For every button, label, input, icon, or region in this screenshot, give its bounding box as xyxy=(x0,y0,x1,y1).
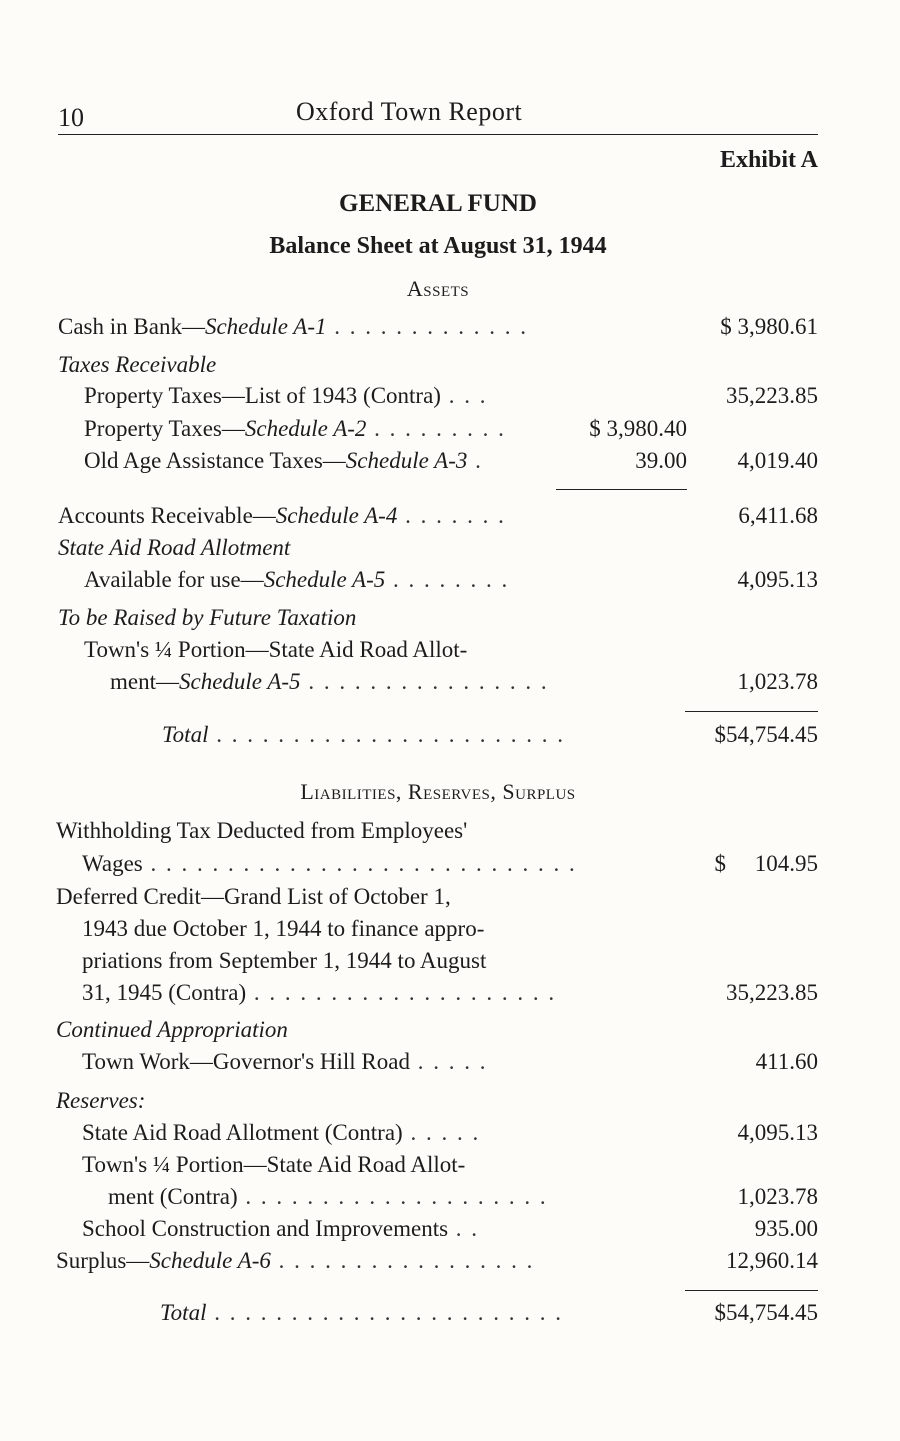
property-1943-label: Property Taxes—List of 1943 (Contra) . . . xyxy=(84,383,488,408)
continued-heading-row xyxy=(0,1017,900,1049)
accounts-amount: 6,411.68 xyxy=(738,503,818,528)
liabilities-total-row xyxy=(0,1300,900,1332)
deferred-line3 xyxy=(0,948,900,980)
surplus-label: Surplus—Schedule A-6 . . . . . . . . . . . . . . . . . xyxy=(56,1248,535,1273)
accounts-row xyxy=(0,503,900,535)
balance-sheet-subtitle: Balance Sheet at August 31, 1944 xyxy=(269,233,607,259)
assets-total-amount: $54,754.45 xyxy=(714,722,818,747)
old-age-subamount: 39.00 xyxy=(635,448,687,473)
state-aid-reserve-amount: 4,095.13 xyxy=(737,1120,818,1145)
town-work-amount: 411.60 xyxy=(755,1049,818,1074)
reserve-towns-line2 xyxy=(0,1184,900,1216)
future-taxation-heading: To be Raised by Future Taxation xyxy=(58,605,357,630)
town-work-label: Town Work—Governor's Hill Road . . . . . xyxy=(82,1049,488,1074)
deferred-label-2: 1943 due October 1, 1944 to finance appro- xyxy=(82,916,485,941)
old-age-row xyxy=(0,448,900,480)
towns-portion-amount: 1,023.78 xyxy=(737,669,818,694)
property-a2-row xyxy=(0,416,900,448)
school-label: School Construction and Improvements . . xyxy=(82,1216,480,1241)
state-aid-reserve-row xyxy=(0,1120,900,1152)
reserve-towns-line1 xyxy=(0,1152,900,1184)
towns-portion-line1 xyxy=(0,637,900,669)
old-age-amount: 4,019.40 xyxy=(737,448,818,473)
surplus-amount: 12,960.14 xyxy=(726,1248,818,1273)
available-label: Available for use—Schedule A-5 . . . . . . . . xyxy=(84,567,510,592)
school-amount: 935.00 xyxy=(754,1216,818,1241)
reserves-heading: Reserves: xyxy=(56,1088,146,1113)
continued-appropriation-heading: Continued Appropriation xyxy=(56,1017,288,1042)
towns-portion-line2 xyxy=(0,669,900,701)
state-aid-heading-row xyxy=(0,535,900,567)
assets-total-row xyxy=(0,722,900,754)
accounts-label: Accounts Receivable—Schedule A-4 . . . . . . . xyxy=(58,503,506,528)
exhibit-label: Exhibit A xyxy=(719,147,818,173)
page-number: 10 xyxy=(58,103,84,132)
withholding-label-1: Withholding Tax Deducted from Employees' xyxy=(56,818,468,843)
property-1943-row xyxy=(0,383,900,415)
available-row xyxy=(0,567,900,599)
deferred-label-4: 31, 1945 (Contra) . . . . . . . . . . . . . . . . . . . . xyxy=(82,980,557,1005)
towns-portion-label-1: Town's ¼ Portion—State Aid Road Allot- xyxy=(84,637,468,662)
assets-heading: Assets xyxy=(406,276,470,301)
withholding-line1 xyxy=(0,818,900,850)
assets-total-rule xyxy=(685,711,818,712)
town-work-row xyxy=(0,1049,900,1081)
property-1943-amount: 35,223.85 xyxy=(726,383,818,408)
cash-row xyxy=(0,314,900,346)
reserves-heading-row xyxy=(0,1088,900,1120)
state-aid-heading: State Aid Road Allotment xyxy=(58,535,291,560)
state-aid-reserve-label: State Aid Road Allotment (Contra) . . . . . xyxy=(82,1120,481,1145)
old-age-label: Old Age Assistance Taxes—Schedule A-3 . xyxy=(84,448,483,473)
subtotal-rule xyxy=(556,489,687,490)
cash-amount: $ 3,980.61 xyxy=(720,314,818,339)
deferred-label-3: priations from September 1, 1944 to August xyxy=(82,948,487,973)
reserve-towns-label-1: Town's ¼ Portion—State Aid Road Allot- xyxy=(82,1152,466,1177)
surplus-row xyxy=(0,1248,900,1280)
withholding-amount: $ 104.95 xyxy=(714,851,818,876)
available-amount: 4,095.13 xyxy=(737,567,818,592)
deferred-line1 xyxy=(0,884,900,916)
towns-portion-label-2: ment—Schedule A-5 . . . . . . . . . . . . . . . . xyxy=(110,669,549,694)
liabilities-total-label: Total . . . . . . . . . . . . . . . . . . . . . . . xyxy=(160,1300,563,1325)
reserve-towns-amount: 1,023.78 xyxy=(737,1184,818,1209)
reserve-towns-label-2: ment (Contra) . . . . . . . . . . . . . . . . . . . . xyxy=(108,1184,548,1209)
withholding-label-2: Wages . . . . . . . . . . . . . . . . . . . . . . . . . . . . xyxy=(82,851,577,876)
deferred-amount: 35,223.85 xyxy=(726,980,818,1005)
withholding-line2 xyxy=(0,851,900,883)
running-title: Oxford Town Report xyxy=(296,97,523,126)
assets-total-label: Total . . . . . . . . . . . . . . . . . . . . . . . xyxy=(162,722,565,747)
deferred-line4 xyxy=(0,980,900,1012)
liabilities-heading: Liabilities, Reserves, Surplus xyxy=(300,779,576,804)
deferred-line2 xyxy=(0,916,900,948)
cash-label: Cash in Bank—Schedule A-1 . . . . . . . . . . . . . xyxy=(58,314,529,339)
future-heading-row xyxy=(0,605,900,637)
liabilities-total-amount: $54,754.45 xyxy=(714,1300,818,1325)
school-row xyxy=(0,1216,900,1248)
taxes-heading-row xyxy=(0,352,900,384)
fund-title: GENERAL FUND xyxy=(339,190,537,217)
header-rule xyxy=(58,134,818,135)
property-a2-subamount: $ 3,980.40 xyxy=(589,416,687,441)
taxes-receivable-heading: Taxes Receivable xyxy=(58,352,217,377)
deferred-label-1: Deferred Credit—Grand List of October 1, xyxy=(56,884,451,909)
liabilities-total-rule xyxy=(685,1290,818,1291)
property-a2-label: Property Taxes—Schedule A-2 . . . . . . . . . xyxy=(84,416,506,441)
